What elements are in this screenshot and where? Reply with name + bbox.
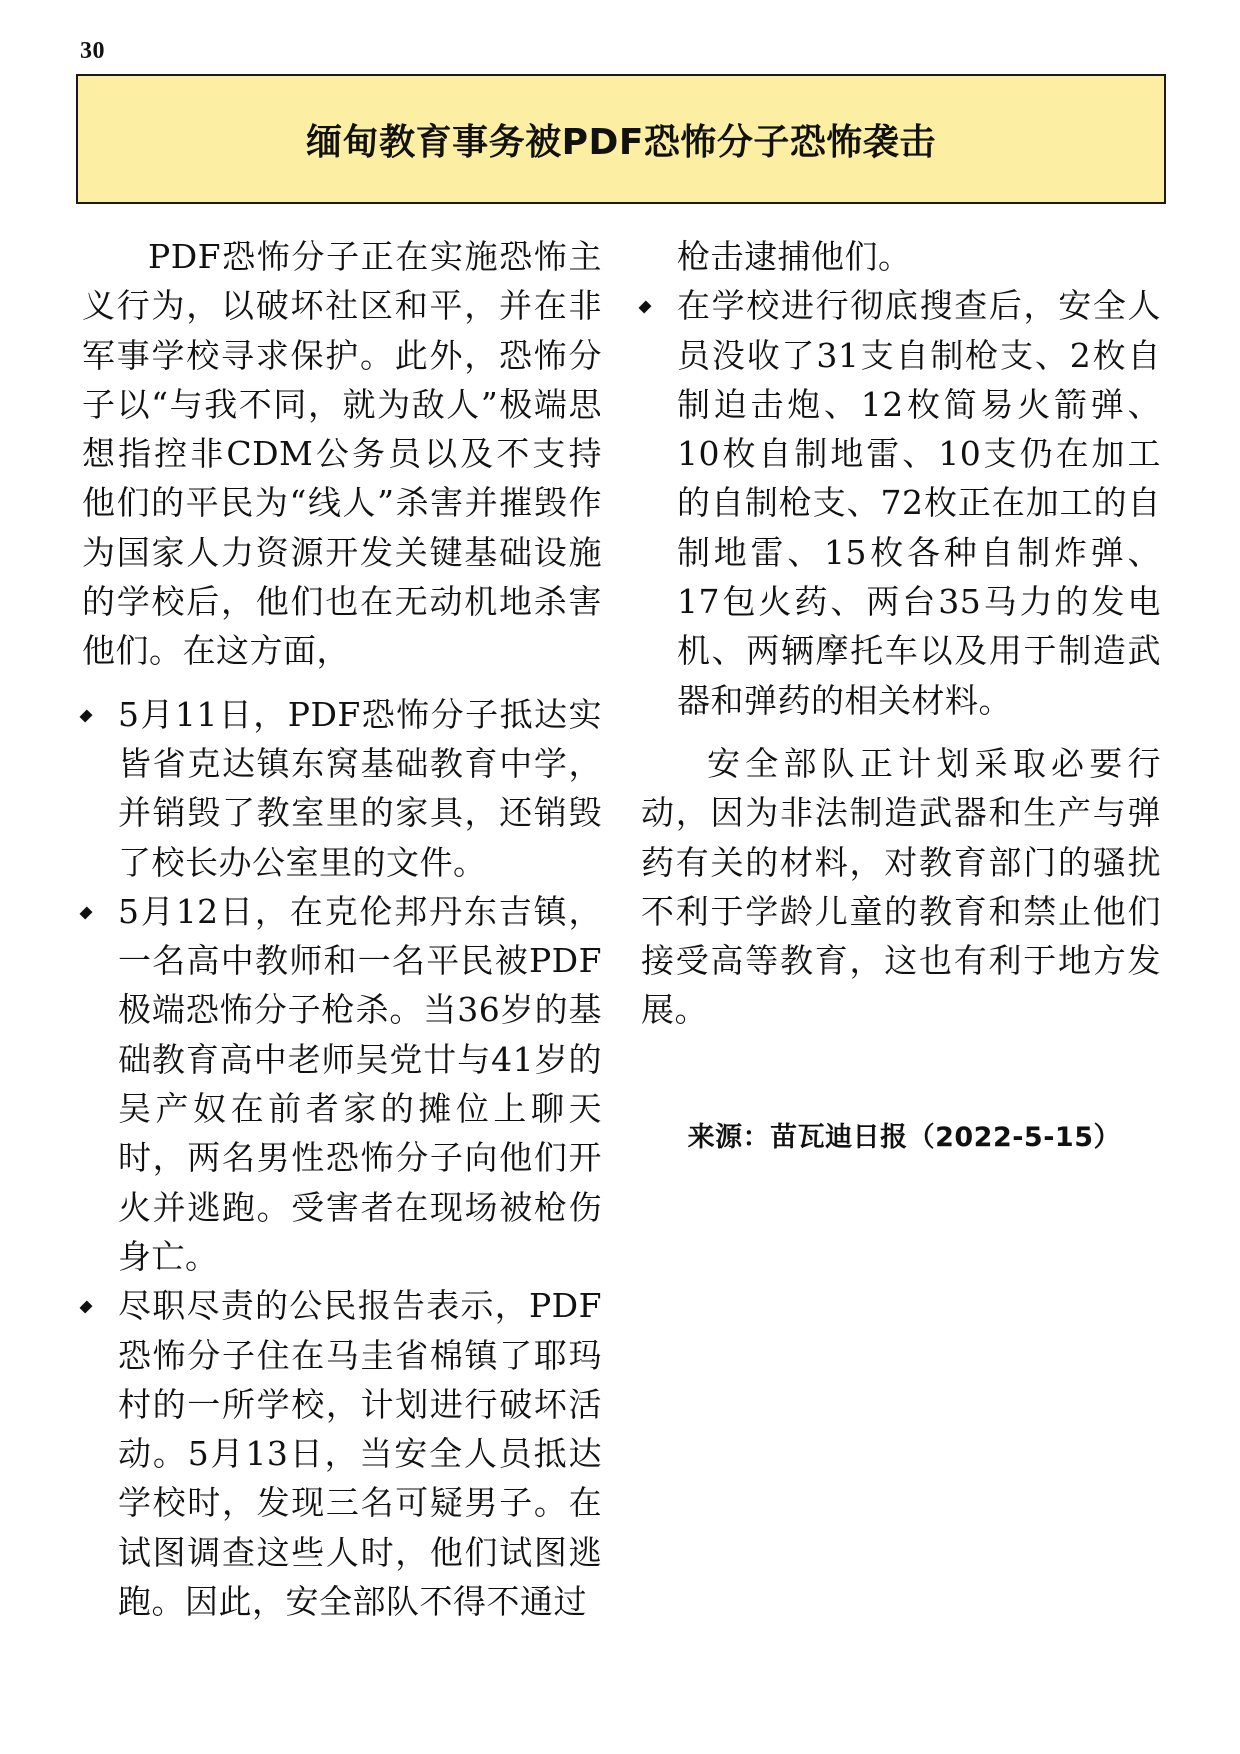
bullet-continuation <box>641 232 1161 281</box>
bullet-item <box>82 1281 602 1626</box>
closing-paragraph: 安全部队正计划采取必要行动，因为非法制造武器和生产与弹药有关的材料，对教育部门的骚扰不利于学龄儿童的教育和禁止他们接受高等教育，这也有利于地方发展。 <box>641 743 1161 1030</box>
page-number: 30 <box>80 38 105 64</box>
left-bullet-list <box>82 690 602 1627</box>
article-title: 缅甸教育事务被PDF恐怖分子恐怖袭击 <box>306 121 936 163</box>
bullet-text: 5月12日，在克伦邦丹东吉镇，一名高中教师和一名平民被PDF极端恐怖分子枪杀。当36岁的基础教育高中老师吴党廿与41岁的吴产奴在前者家的摊位上聊天时，两名男性恐怖分子向他们开火并逃跑。受害者在现场被枪伤身亡。 <box>118 891 602 1276</box>
diamond-bullet-icon <box>79 1301 92 1314</box>
bullet-item <box>82 690 602 887</box>
right-column <box>641 232 1161 1162</box>
bullet-text: 在学校进行彻底搜查后，安全人员没收了31支自制枪支、2枚自制迫击炮、12枚简易火箭弹、10枚自制地雷、10支仍在加工的自制枪支、72枚正在加工的自制地雷、15枚各种自制炸弹、17包火药、两台35马力的发电机、两辆摩托车以及用于制造武器和弹药的相关材料。 <box>677 286 1161 720</box>
bullet-text: 尽职尽责的公民报告表示，PDF恐怖分子住在马圭省棉镇了耶玛村的一所学校，计划进行破坏活动。5月13日，当安全人员抵达学校时，发现三名可疑男子。在试图调查这些人时，他们试图逃跑。因此，安全部队不得不通过 <box>118 1286 602 1622</box>
continuation-text: 枪击逮捕他们。 <box>677 237 912 276</box>
source-citation: 来源：苗瓦迪日报（2022-5-15） <box>687 1121 1121 1153</box>
diamond-bullet-icon <box>79 906 92 919</box>
title-banner <box>76 74 1166 204</box>
intro-paragraph: PDF恐怖分子正在实施恐怖主义行为，以破坏社区和平，并在非军事学校寻求保护。此外，恐怖分子以“与我不同，就为敌人”极端思想指控非CDM公务员以及不支持他们的平民为“线人”杀害并摧毁作为国家人力资源开发关键基础设施的学校后，他们也在无动机地杀害他们。在这方面， <box>82 237 602 671</box>
diamond-bullet-icon <box>638 301 651 314</box>
bullet-text: 5月11日，PDF恐怖分子抵达实皆省克达镇东窝基础教育中学，并销毁了教室里的家具，还销毁了校长办公室里的文件。 <box>118 694 602 882</box>
left-column <box>82 232 602 1626</box>
bullet-item <box>641 281 1161 725</box>
diamond-bullet-icon <box>79 709 92 722</box>
bullet-item <box>82 887 602 1281</box>
right-bullet-list <box>641 232 1161 725</box>
